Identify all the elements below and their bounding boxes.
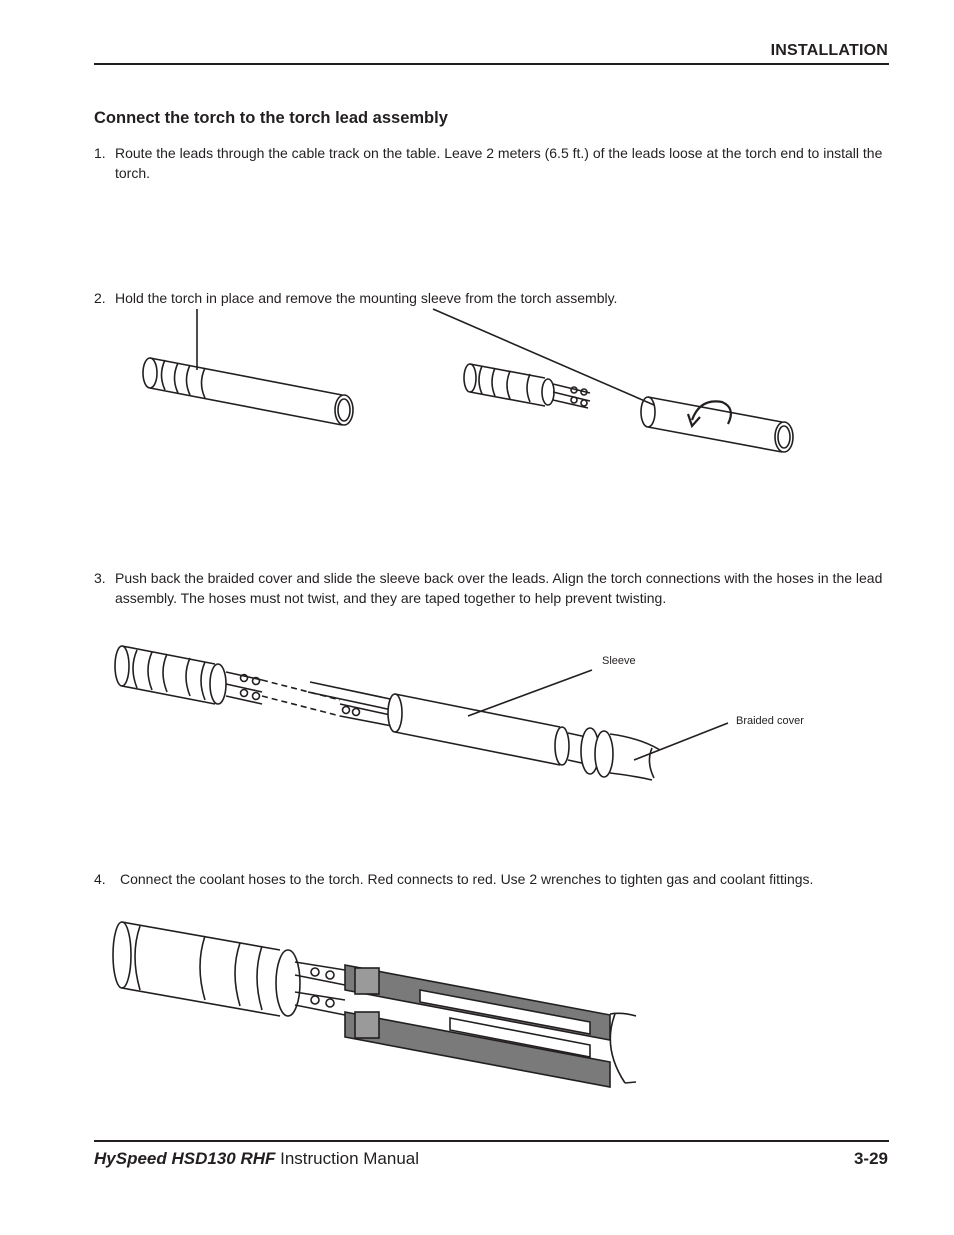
step-1-text: Route the leads through the cable track on the table. Leave 2 meters (6.5 ft.) of the leads loose at the torch end to install the torch.: [115, 145, 883, 181]
footer-rule: [94, 1140, 889, 1142]
step-4-number: 4.: [94, 871, 106, 887]
callout-braided-cover: Braided cover: [736, 715, 804, 727]
step-3-number: 3.: [94, 570, 106, 586]
torch-head-figure4: [113, 922, 345, 1016]
step-4-text: Connect the coolant hoses to the torch. Red connects to red. Use 2 wrenches to tighten gas and coolant fittings.: [120, 871, 814, 887]
step-3-text: Push back the braided cover and slide the sleeve back over the leads. Align the torch connections with the hoses in the lead assembly. The hoses must not twist, and they are taped together to help prevent twisting.: [115, 570, 883, 606]
callout-sleeve: Sleeve: [602, 655, 636, 667]
page-number: 3-29: [853, 1149, 888, 1168]
footer-manual-title: [94, 1149, 419, 1169]
footer-manual: Instruction Manual: [275, 1149, 420, 1168]
step-1-number: 1.: [94, 145, 106, 161]
section-header: INSTALLATION: [770, 42, 888, 59]
coolant-hoses-figure4: [345, 965, 610, 1087]
section-title: Connect the torch to the torch lead assembly: [94, 109, 448, 127]
footer-model: HySpeed HSD130 RHF: [94, 1149, 276, 1168]
step-2-number: 2.: [94, 290, 106, 306]
lead-assembly-end-figure4: [610, 1013, 636, 1083]
step-2-text: Hold the torch in place and remove the mounting sleeve from the torch assembly.: [115, 290, 618, 306]
